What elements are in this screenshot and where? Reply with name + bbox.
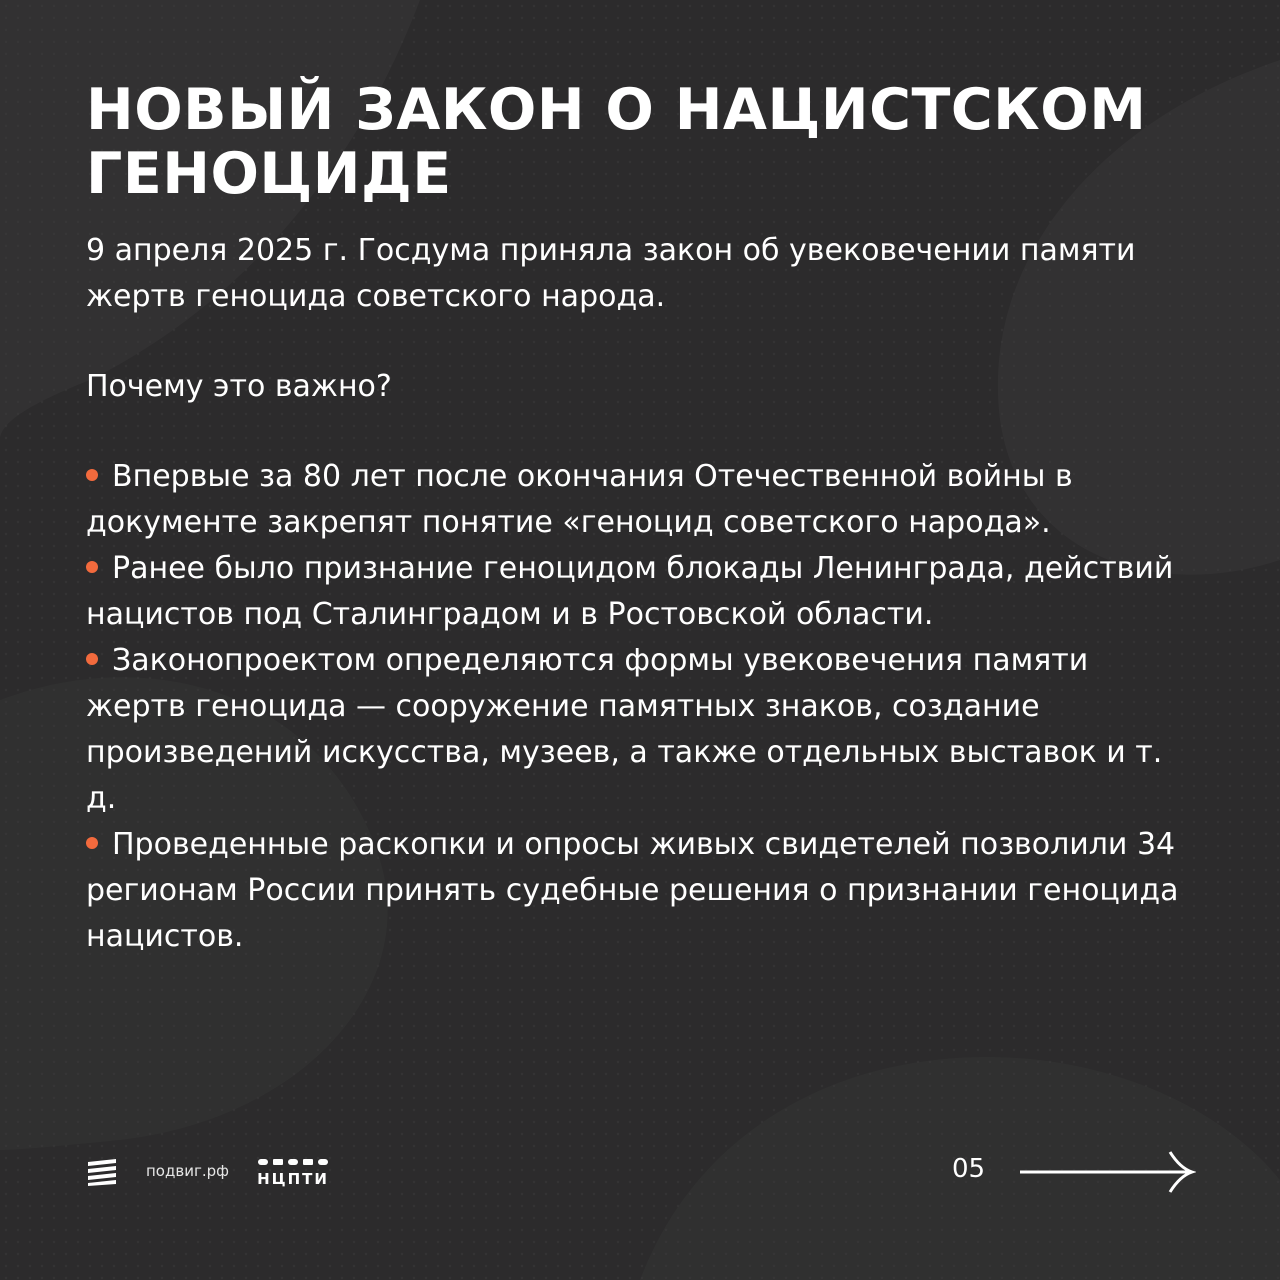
footer [86,1148,1194,1198]
arrow-right-icon[interactable] [1018,1150,1196,1194]
list-item [86,546,1196,638]
org-logo-text: НЦПТИ [257,1170,329,1188]
list-item [86,454,1196,546]
org-logo [256,1156,330,1188]
title-line-1: НОВЫЙ ЗАКОН О НАЦИСТСКОМ [86,77,1147,143]
bullet-text: Ранее было признание геноцидом блокады Ленинграда, действий нацистов под Сталинградом и в Ростовской области. [86,551,1174,632]
title-line-2: ГЕНОЦИДЕ [86,141,452,207]
page-number: 05 [952,1154,986,1184]
bullet-text: Впервые за 80 лет после окончания Отечественной войны в документе закрепят понятие «геноцид советского народа». [86,459,1073,540]
bullet-list [86,454,1216,960]
striped-logo-icon [86,1158,118,1186]
intro-text: 9 апреля 2025 г. Госдума приняла закон об увековечении памяти жертв геноцида советского народа. [86,233,1136,314]
list-item [86,822,1196,960]
list-item [86,638,1196,822]
bullet-dot-icon [86,837,98,849]
bullet-dot-icon [86,653,98,665]
bullet-text: Проведенные раскопки и опросы живых свидетелей позволили 34 регионам России принять судебные решения о признании геноцида нацистов. [86,827,1179,954]
page-title [86,78,1216,206]
main-content [86,78,1216,960]
site-link[interactable]: подвиг.рф [146,1162,229,1180]
bullet-dot-icon [86,561,98,573]
bullet-dot-icon [86,469,98,481]
bullet-text: Законопроектом определяются формы увековечения памяти жертв геноцида — сооружение памятных знаков, создание произведений искусства, музеев, а также отдельных выставок и т. д. [86,643,1163,816]
question-text: Почему это важно? [86,369,392,404]
